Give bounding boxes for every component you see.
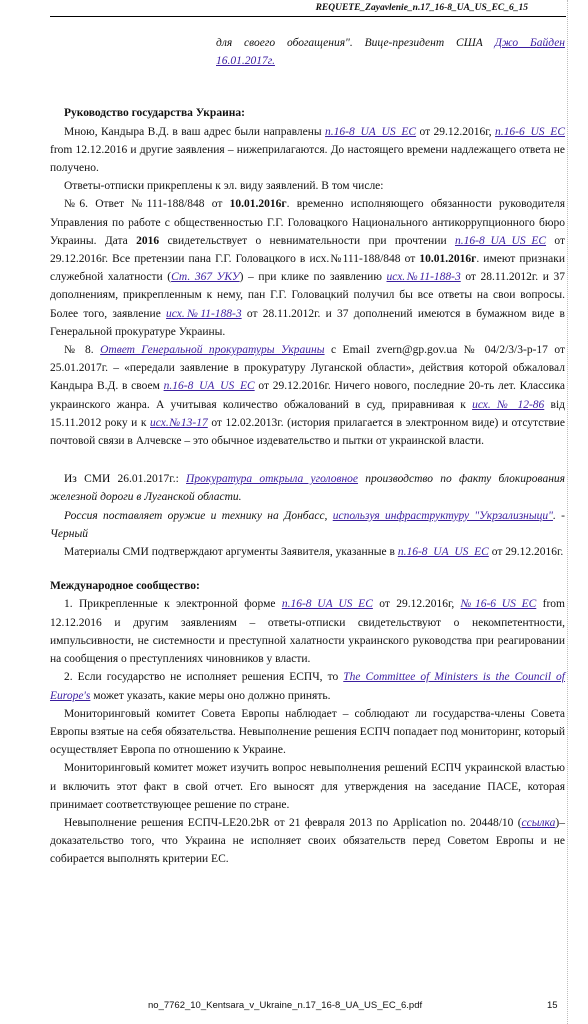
text: ) – при клике по заявлению (239, 271, 387, 284)
quote-paragraph (50, 34, 565, 70)
text: от 12.02.2013г. (история прилагается в электронном виде) и отсутствие почтовой связи в Алчевске – это обычное издевательство и пытки от украинской власти. (50, 416, 566, 448)
intl-paragraph-4: Мониторинговый комитет может изучить вопрос невыполнения решений ЕСПЧ украинской властью и включить этот факт в свой отчет. Его выносят для утверждения на заседание ПАСЕ, которая принимает соответствующее решение по стране. (50, 762, 565, 811)
link-reference[interactable]: ссылка (521, 816, 556, 829)
quote-text: для своего обогащения". Вице-президент США (216, 37, 495, 49)
text: . имеют признаки служебной халатности ( (50, 253, 565, 284)
paragraph-2: Ответы-отписки прикреплены к эл. виду заявлений. В том числе: (64, 180, 384, 193)
text: от 29.12.2016г, (372, 598, 461, 611)
text: свидетельствует о невнимательности при прочтении (159, 234, 455, 247)
link-request-16-6[interactable]: п.16-6_US_EC (495, 125, 566, 138)
text: от 29.12.2016г, (416, 125, 496, 138)
intl-paragraph-5 (50, 814, 565, 869)
link-request-16-8[interactable]: п.16-8_UA_US_EC (281, 598, 373, 611)
text: от 28.11.2012г. и 37 дополнениям, прикрепленным к нему, пан Г.Г. Головацкий получил бы все ответы на свои вопросы. Более того, заявление (50, 271, 565, 320)
text: от 28.11.2012г. и 37 дополнений имеются в бумажном виде в Генеральной прокуратуре Украины. (50, 307, 565, 338)
link-request-16-8[interactable]: п.16-8_UA_US_EC (454, 234, 547, 247)
link-committee-of-ministers[interactable]: The Committee of Ministers is the Council of Europe's (50, 671, 566, 702)
media-paragraph-2 (50, 507, 565, 543)
text: 2. Если государство не исполняет решения ЕСПЧ, то (64, 671, 344, 684)
text: 1. Прикрепленные к электронной форме (64, 598, 282, 611)
page-number: 15 (547, 1000, 558, 1011)
text: может указать, какие меры оно должно принять. (90, 689, 331, 702)
link-gp-answer[interactable]: Ответ Генеральной прокуратуры Украины (100, 344, 325, 357)
paragraph-3 (50, 195, 565, 341)
date-bold: 10.01.2016г (229, 198, 287, 211)
paragraph-4 (50, 341, 565, 450)
media-paragraph-1 (50, 470, 565, 506)
text: от 29.12.2016г. (488, 546, 564, 559)
text: Из СМИ 26.01.2017г.: (64, 473, 187, 486)
document-body (50, 34, 565, 869)
link-request-16-8[interactable]: п.16-8_UA_US_EC (325, 125, 417, 138)
link-ukrzaliznytsia[interactable]: используя инфраструктуру "Укрзализныци" (332, 509, 553, 522)
text: from 12.12.2016 и другие заявления – нижеприлагаются. До настоящего времени надлежащего ответа не получено. (50, 143, 565, 175)
link-outgoing-11-188-3[interactable]: исх.№11-188-3 (386, 271, 461, 284)
text: . - Черный (50, 509, 565, 540)
text: Материалы СМИ подтверждают аргументы Заявителя, указанные в (64, 546, 398, 559)
link-request-16-8[interactable]: п.16-8_UA_US_EC (163, 380, 255, 393)
header-rule (50, 16, 566, 17)
link-outgoing-12-86[interactable]: исх. № 12-86 (472, 398, 545, 411)
text: )– доказательство того, что Украина не исполняет своих обязательств перед Советом Европы и не собирается выполнять критерии ЕС. (50, 816, 565, 866)
text: Невыполнение решения ЕСПЧ-LE20.2bR от 21 февраля 2013 по Application no. 20448/10 ( (64, 816, 522, 829)
text: . временно исполняющего обязанности руководителя Управления по работе с общественностью Г.Г. Головацкого Национального антикоррупционного бюро Украины. Дата (50, 198, 565, 247)
media-paragraph-3 (50, 543, 565, 561)
text: производство по факту блокирования железной дороги в Луганской области. (50, 473, 565, 504)
section-title-international: Международное сообщество: (50, 580, 200, 593)
year-bold: 2016 (136, 234, 160, 247)
intl-paragraph-1 (50, 595, 565, 668)
text: від 15.11.2012 року и к (50, 398, 565, 429)
header-reference: REQUETE_Zayavlenie_n.17_16-8_UA_US_EC_6_15 (315, 3, 528, 13)
text: №6. Ответ №111-188/848 от (64, 198, 230, 211)
text: Мною, Кандыра В.Д. в ваш адрес были направлены (64, 125, 326, 138)
date-bold: 10.01.2016г (419, 253, 477, 266)
intl-paragraph-2 (50, 668, 565, 704)
text: from 12.12.2016 и другим заявлениям – ответы-отписки свидетельствуют о некомпетентности, импульсивности, не системности и преступной халатности украинского руководства при реагировании на сообщения о преступлениях чиновников у власти. (50, 598, 565, 666)
text: от 29.12.2016г. Все претензии пана Г.Г. Головацкого в исх.№111-188/848 от (50, 234, 566, 266)
link-biden[interactable]: Джо Байден 16.01.2017г. (216, 37, 565, 68)
text: с Email zvern@gp.gov.ua № 04/2/3/3-р-17 от 25.01.2017г. – «передали заявление в прокуратуру Луганской области», действия которой обжаловал Кандыра В.Д. в своем (50, 344, 565, 393)
intl-paragraph-3: Мониторинговый комитет Совета Европы наблюдает – соблюдают ли государства-члены Совета Европы взятые на себя обязательства. Невыполнение решения ЕСПЧ попадает под мониторинг, который осуществляет Европа по отношению к Украине. (50, 707, 565, 757)
link-prosecutor-case[interactable]: Прокуратура открыла уголовное (186, 473, 359, 486)
text: Россия поставляет оружие и технику на Донбасс, (64, 509, 333, 522)
page-edge (567, 0, 568, 1024)
paragraph-1 (50, 123, 565, 178)
link-outgoing-11-188-3[interactable]: исх.№11-188-3 (166, 307, 242, 320)
link-request-16-8[interactable]: п.16-8_UA_US_EC (397, 546, 489, 559)
link-article-367[interactable]: Ст. 367 УКУ (171, 271, 240, 284)
text: от 29.12.2016г. Ничего нового, последние 20-ть лет. Классика украинского жанра. А учитывая количество обжалований в суд, приравнивая к (50, 380, 565, 411)
section-title-ukraine: Руководство государства Украина: (64, 107, 245, 120)
text: № 8. (64, 344, 101, 357)
link-request-16-6[interactable]: №16-6_US_EC (460, 598, 537, 611)
link-outgoing-13-17[interactable]: исх.№13-17 (150, 416, 208, 429)
footer-filename: no_7762_10_Kentsara_v_Ukraine_n.17_16-8_UA_US_EC_6.pdf (148, 1000, 423, 1011)
